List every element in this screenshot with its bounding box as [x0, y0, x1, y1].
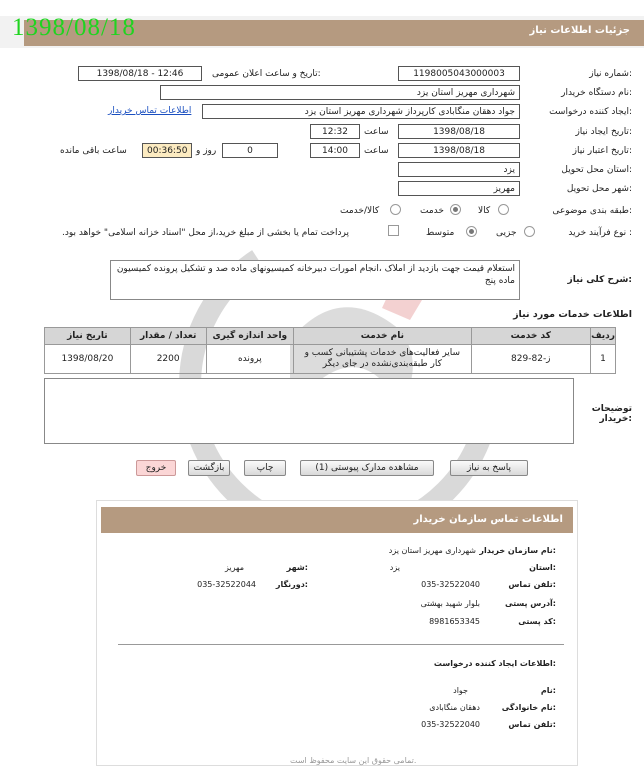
cell-row: 1: [591, 345, 616, 374]
cell-unit: پرونده: [206, 345, 294, 374]
services-title: اطلاعات خدمات مورد نیاز: [513, 309, 632, 320]
col-unit: واحد اندازه گیری: [206, 328, 294, 345]
col-service-name: نام خدمت: [294, 328, 471, 345]
valid-date-label: تاریخ اعتبار نیاز:: [572, 146, 632, 156]
contact-panel: [96, 500, 578, 766]
province-info-label: استان:: [529, 563, 556, 572]
process-option-medium: متوسط: [426, 228, 455, 238]
reply-button[interactable]: پاسخ به نیاز: [450, 460, 528, 476]
col-service-code: کد خدمت: [471, 328, 591, 345]
category-label: طبقه بندی موضوعی:: [552, 206, 632, 216]
creator-info-title: اطلاعات ایجاد کننده درخواست:: [433, 659, 556, 668]
valid-date-field: 1398/08/18: [398, 143, 520, 158]
cell-need-date: 1398/08/20: [45, 345, 131, 374]
address-label: آدرس پستی:: [505, 599, 556, 608]
services-table: [44, 327, 616, 374]
create-date-label: تاریخ ایجاد نیاز:: [575, 127, 632, 137]
contact-info-link[interactable]: اطلاعات تماس خریدار: [108, 106, 192, 116]
process-option-minor: جزیی: [496, 228, 517, 238]
treasury-checkbox[interactable]: [388, 225, 399, 236]
contact-panel-title: اطلاعات تماس سازمان خریدار: [101, 507, 573, 533]
days-remaining-field: 0: [222, 143, 278, 158]
day-and-label: روز و: [196, 146, 217, 156]
countdown-field: 00:36:50: [142, 143, 192, 158]
announce-field: 1398/08/18 - 12:46: [78, 66, 202, 81]
valid-time-field: 14:00: [310, 143, 360, 158]
city-info-label: شهر:: [286, 563, 308, 572]
cell-service-code: ز-82-829: [471, 345, 591, 374]
buyer-label: نام دستگاه خریدار:: [561, 88, 632, 98]
attachments-button[interactable]: مشاهده مدارک پیوستی (1): [300, 460, 434, 476]
name-value: جواد: [453, 686, 468, 695]
city-info-value: مهریز: [224, 563, 244, 572]
org-value: شهرداری مهریز استان یزد: [388, 546, 476, 555]
col-row: ردیف: [591, 328, 616, 345]
description-label: شرح کلی نیاز:: [567, 275, 632, 285]
divider: [118, 644, 564, 645]
category-option-goods: کالا: [478, 206, 491, 216]
col-need-date: تاریخ نیاز: [45, 328, 131, 345]
category-option-goods-service: کالا/خدمت: [340, 206, 380, 216]
payment-note: پرداخت تمام یا بخشی از مبلغ خرید،از محل "اسناد خزانه اسلامی" خواهد بود.: [62, 228, 350, 238]
province-field: یزد: [398, 162, 520, 177]
category-radio-goods-service[interactable]: [390, 204, 401, 215]
date-stamp: 1398/08/18: [12, 14, 136, 41]
announce-label: تاریخ و ساعت اعلان عمومی:: [212, 69, 321, 79]
fax-value: 035-32522044: [197, 580, 256, 589]
cell-service-name: سایر فعالیت‌های خدمات پشتیبانی کسب و کار طبقه‌بندی‌نشده در جای دیگر: [294, 345, 471, 374]
process-radio-medium[interactable]: [466, 226, 477, 237]
province-info-value: یزد: [389, 563, 400, 572]
need-number-field: 1198005043000003: [398, 66, 520, 81]
category-option-service: خدمت: [420, 206, 444, 216]
fax-label: دورنگار:: [275, 580, 308, 589]
creator-field: جواد دهقان منگابادی کارپرداز شهرداری مهریز استان یزد: [202, 104, 520, 119]
page-title: جزئیات اطلاعات نیاز: [529, 25, 630, 36]
category-radio-goods[interactable]: [498, 204, 509, 215]
name-label: نام:: [540, 686, 556, 695]
col-quantity: تعداد / مقدار: [130, 328, 206, 345]
city-label: شهر محل تحویل:: [566, 184, 632, 194]
print-button[interactable]: چاپ: [244, 460, 286, 476]
create-date-field: 1398/08/18: [398, 124, 520, 139]
exit-button[interactable]: خروج: [136, 460, 176, 476]
table-row: [45, 345, 616, 374]
postal-label: کد پستی:: [518, 617, 556, 626]
footer-text: تمامی حقوق این سایت محفوظ است.: [290, 756, 417, 765]
back-button[interactable]: بازگشت: [188, 460, 230, 476]
phone-value: 035-32522040: [421, 580, 480, 589]
need-number-label: شماره نیاز:: [589, 69, 632, 79]
family-label: نام خانوادگی:: [501, 703, 556, 712]
remaining-label: ساعت باقی مانده: [60, 146, 127, 156]
province-label: استان محل تحویل:: [561, 165, 632, 175]
process-radio-minor[interactable]: [524, 226, 535, 237]
creator-phone-label: تلفن تماس:: [508, 720, 556, 729]
process-label: نوع فرآیند خرید :: [568, 228, 632, 238]
family-value: دهقان منگابادی: [429, 703, 480, 712]
buyer-field: شهرداری مهریز استان یزد: [160, 85, 520, 100]
phone-label: تلفن تماس:: [508, 580, 556, 589]
address-value: بلوار شهید بهشتی: [420, 599, 480, 608]
create-time-label: ساعت: [364, 127, 389, 137]
org-label: نام سازمان خریدار:: [479, 546, 556, 555]
creator-phone-value: 035-32522040: [421, 720, 480, 729]
postal-value: 8981653345: [429, 617, 480, 626]
create-time-field: 12:32: [310, 124, 360, 139]
category-radio-service[interactable]: [450, 204, 461, 215]
description-textarea[interactable]: استعلام قیمت جهت بازدید از املاک ،انجام امورات دبیرخانه کمیسیونهای ماده صد و تشکیل پرونده کمیسیون ماده پنج: [110, 260, 520, 300]
city-field: مهریز: [398, 181, 520, 196]
buyer-notes-textarea[interactable]: [44, 378, 574, 444]
creator-label: ایجاد کننده درخواست:: [549, 107, 632, 117]
cell-quantity: 2200: [130, 345, 206, 374]
buyer-notes-label: توضیحات خریدار:: [591, 404, 632, 424]
valid-time-label: ساعت: [364, 146, 389, 156]
